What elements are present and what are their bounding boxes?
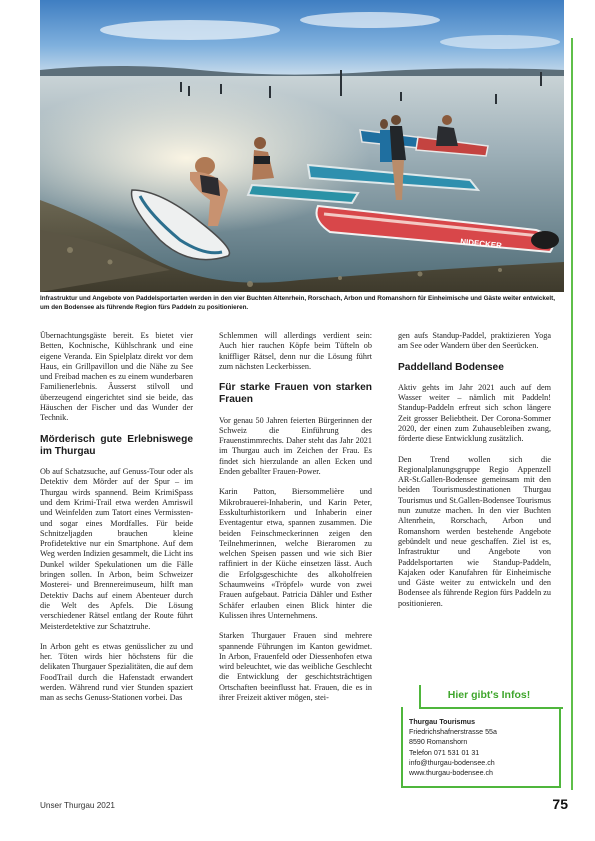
paragraph: Starken Thurgauer Frauen sind mehrere spannende Führungen im Kanton gewidmet. In Arbon, Frauenfeld oder Diessenhofen etwa wird beleuchtet, wie das weibliche Geschlecht die Entwicklung der geschichtsträchtigen Ortschaften beeinflusst hat. Frauen, die es in ihrer Freizeit aktiver mögen, stei- xyxy=(219,631,372,703)
photo-caption: Infrastruktur und Angebote von Paddelsportarten werden in den vier Buchten Altenrhein, Rorschach, Arbon und Romanshorn für Einheimische und Gäste weiter entwickelt, um den Bodensee als führende Region fürs Paddeln zu positionieren. xyxy=(40,295,556,311)
text-column-3 xyxy=(398,331,551,619)
page-number: 75 xyxy=(552,796,568,812)
paragraph: gen aufs Standup-Paddel, praktizieren Yoga am See oder Wandern über den Seerücken. xyxy=(398,331,551,351)
publication-name: Unser Thurgau 2021 xyxy=(40,801,115,810)
section-heading: Paddelland Bodensee xyxy=(398,361,504,373)
paragraph: Karin Patton, Biersommelière und Mikrobrauerei-Inhaberin, und Karin Peter, Esskulturhistorikern und Inhaberin einer Eventagentur etwa, spannen zusammen. Die beiden Feinschmeckerinnen zeigen den Teilnehmerinnen, welche Bieraromen zu welchen Speisen passen und wie sich Bier raffiniert in der Küche einsetzen lässt. Auch die Erfolgsgeschichte des alkoholfreien Schaumweins «Tröpfel» wurde von zwei Frauen aufgebaut. Patricia Dähler und Esther Schäfer erlauben einen Blick hinter die Kulissen ihres Unternehmens. xyxy=(219,487,372,620)
contact-details xyxy=(409,717,555,778)
website-link[interactable]: www.thurgau-bodensee.ch xyxy=(409,769,493,778)
phone-number: Telefon 071 531 01 31 xyxy=(409,748,480,757)
board-brand-label: NIDECKER xyxy=(459,237,503,251)
paragraph: Übernachtungsgäste bereit. Es bietet vier Betten, Kochnische, Kühlschrank und eine eigene Veranda. Ein Spielplatz direkt vor dem Haus, ein Grillpavillon und die Nähe zu See und Freibad machen es zu einem wunderbaren Familienerlebnis. Äusserst stilvoll und überzeugend eingerichtet sind sie beide, das Häuschen der Fischer und das Wunder der Technik. xyxy=(40,331,193,423)
info-title-wrap xyxy=(401,685,561,707)
email-link[interactable]: info@thurgau-bodensee.ch xyxy=(409,758,495,767)
green-margin-rule xyxy=(571,38,573,790)
section-heading: Für starke Frauen von starken Frauen xyxy=(219,382,372,406)
paragraph: Ob auf Schatzsuche, auf Genuss-Tour oder als Detektiv dem Mörder auf der Spur – im Thurgau wirds spannend. Beim KrimiSpass und dem Krimi-Trail etwa werden Amriswil und Weinfelden zum Tatort eines Vermissten- und sogar eines Mordfalles. Für beide Schnitzeljagden brauchen kleine Profidetektive nur ein Smartphone. Auf dem Weg werden Indizien gesammelt, die Licht ins Dunkel wilder Spekulationen um die Fälle bringen sollen. In Arbon, beim Schweizer Mosterei- und Brennereimuseum, hilft man Detektiv Dachs auf einem Abenteuer durch die Welt des Apfels. Die Lösung verschiedener Rätsel entlang der Route führt Meisterdetektive zur Schatztruhe. xyxy=(40,467,193,631)
paragraph: In Arbon geht es etwas genüsslicher zu und her. Töten wirds hier höchstens für die delikaten Thurgauer Spezialitäten, die auf dem FoodTrail durch die Hafenstadt erwandert werden. Während rund vier Stunden spaziert man as sechs Genuss-Stationen vorbei. Das xyxy=(40,641,193,703)
street-address: Friedrichshafnerstrasse 55a xyxy=(409,728,497,737)
section-heading: Mörderisch gute Erlebniswege im Thurgau xyxy=(40,433,193,457)
info-title: Hier gibt's Infos! xyxy=(447,689,531,701)
text-column-1 xyxy=(40,331,193,714)
paragraph: Schlemmen will allerdings verdient sein: Auch hier rauchen Köpfe beim Tüfteln ob kniffliger Rätsel, denn nur die Lösung führt zum nächsten Leckerbissen. xyxy=(219,331,372,371)
city-address: 8590 Romanshorn xyxy=(409,738,468,747)
lake-paddleboard-photo xyxy=(40,0,564,292)
paragraph: Aktiv gehts im Jahr 2021 auch auf dem Wasser weiter – nämlich mit Paddeln! Standup-Paddeln erfreut sich schon längere Zeit grosser Beliebtheit. Der Corona-Sommer 2020, der einen zum Zuhausebleiben zwang, förderte diese Entwicklung zusätzlich. xyxy=(398,382,551,444)
org-name: Thurgau Tourismus xyxy=(409,718,476,726)
info-box xyxy=(401,685,561,788)
paragraph: Den Trend wollen sich die Regionalplanungsgruppe Regio Appenzell AR-St.Gallen-Bodensee gemeinsam mit den beiden Tourismusdestinationen Thurgau Tourismus und St.Gallen-Bodensee Tourismus nun zunutze machen. In den vier Buchten Altenrhein, Rorschach, Arbon und Romanshorn werden bestehende Angebote gebündelt und neue geschaffen. Ziel ist es, Infrastruktur und Angebote von Paddelsportarten wie Standup-Paddeln, Kajaken oder Kanufahren für Einheimische und Gäste weiter zu entwickeln und den Bodensee als führende Region fürs Paddeln zu positionieren. xyxy=(398,454,551,608)
paragraph: Vor genau 50 Jahren feierten Bürgerinnen der Schweiz die Einführung des Frauenstimmrechts. Daher steht das Jahr 2021 im Thurgau auch im Zeichen der Frau. Es findet sich hierzulande an allen Ecken und Enden geballter Frauen-Power. xyxy=(219,415,372,477)
text-column-2 xyxy=(219,331,372,713)
